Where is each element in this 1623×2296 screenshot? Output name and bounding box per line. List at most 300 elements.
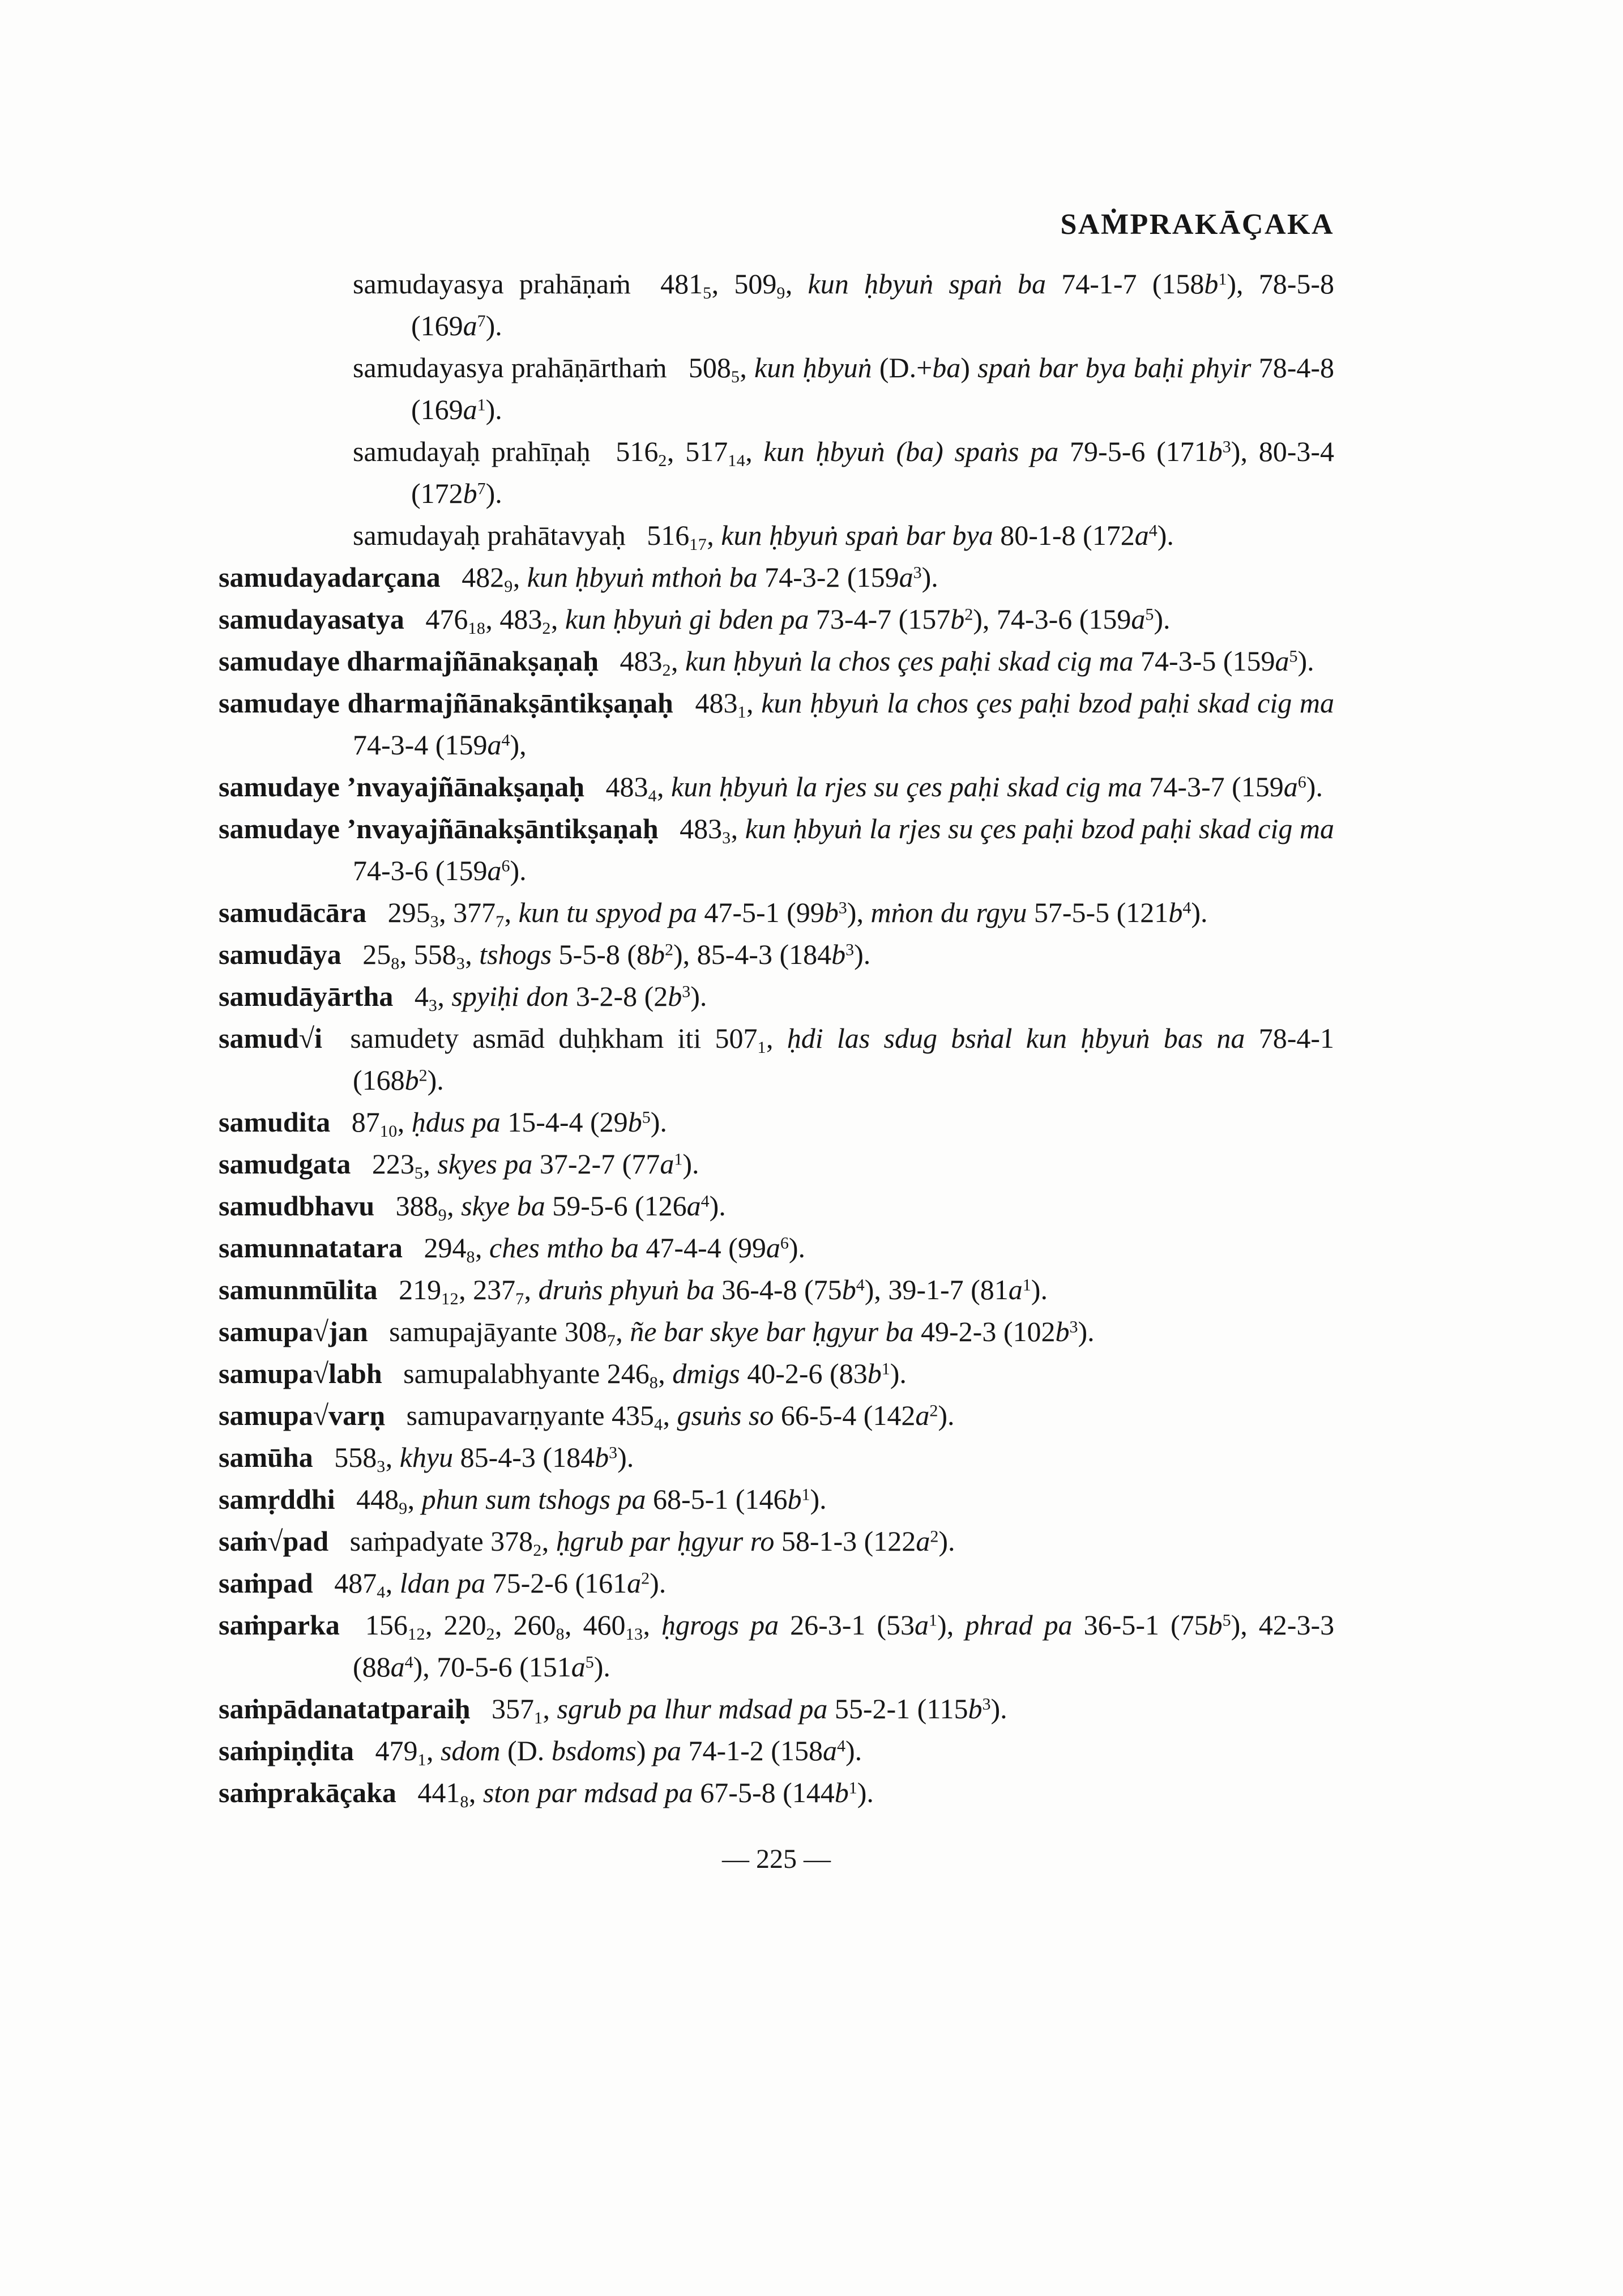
entry-headword: samudbhavu bbox=[219, 1190, 375, 1222]
entry-text: 483 bbox=[658, 813, 723, 844]
entry-text: , bbox=[616, 1316, 630, 1347]
occurrence-subscript: 7 bbox=[515, 1290, 524, 1308]
entry-text: saṁpadyate 378 bbox=[328, 1525, 533, 1557]
tibetan-text: phrad pa bbox=[965, 1609, 1073, 1641]
index-subentry bbox=[219, 263, 1334, 347]
occurrence-subscript: 2 bbox=[658, 451, 667, 470]
tibetan-text: ñe bar skye bar ḥgyur ba bbox=[630, 1316, 914, 1347]
folio-superscript: 5 bbox=[642, 1108, 651, 1127]
index-entry bbox=[219, 1101, 1334, 1143]
tibetan-text: b bbox=[1168, 897, 1183, 928]
index-entry bbox=[219, 1520, 1334, 1562]
folio-superscript: 2 bbox=[930, 1527, 939, 1546]
entry-text: 441 bbox=[396, 1777, 460, 1808]
tibetan-text: ḥdi las sdug bsṅal kun ḥbyuṅ bas na bbox=[787, 1022, 1245, 1054]
index-entry bbox=[219, 1185, 1334, 1227]
entry-text: , 517 bbox=[667, 436, 728, 467]
tibetan-text: a bbox=[916, 1525, 930, 1557]
entry-text: 74-3-5 (159 bbox=[1133, 645, 1275, 677]
entry-text: , bbox=[468, 1777, 483, 1808]
tibetan-text: kun ḥbyuṅ la rjes su çes paḥi skad cig ma bbox=[671, 771, 1142, 803]
entry-text: , bbox=[657, 771, 672, 803]
entry-text: , bbox=[423, 1148, 438, 1180]
entry-text: , bbox=[524, 1274, 539, 1305]
index-entry bbox=[219, 1730, 1334, 1772]
tibetan-text: b bbox=[1055, 1316, 1070, 1347]
entry-text: ), 39-1-7 (81 bbox=[864, 1274, 1009, 1305]
index-entry bbox=[219, 1562, 1334, 1604]
occurrence-subscript: 3 bbox=[377, 1457, 386, 1476]
folio-superscript: 6 bbox=[501, 856, 510, 876]
entry-text: 57-5-5 (121 bbox=[1027, 897, 1169, 928]
entry-text: ). bbox=[1031, 1274, 1048, 1305]
tibetan-text: a bbox=[915, 1609, 929, 1641]
index-entry bbox=[219, 1352, 1334, 1394]
entry-text: 73-4-7 (157 bbox=[809, 603, 951, 635]
entry-text: 74-1-7 (158 bbox=[1046, 268, 1205, 300]
entry-headword: samud√i bbox=[219, 1022, 323, 1054]
tibetan-text: b bbox=[831, 938, 846, 970]
entry-text: 482 bbox=[440, 561, 505, 593]
folio-superscript: 5 bbox=[585, 1653, 594, 1672]
entry-text: 25 bbox=[341, 938, 391, 970]
index-subentry bbox=[219, 347, 1334, 430]
entry-text: , bbox=[407, 1483, 422, 1515]
tibetan-text: b bbox=[651, 938, 665, 970]
text-block bbox=[219, 204, 1334, 1880]
entry-text: ). bbox=[650, 1106, 667, 1138]
entry-text: 483 bbox=[599, 645, 663, 677]
entry-text: 36-5-1 (75 bbox=[1072, 1609, 1208, 1641]
folio-superscript: 5 bbox=[1222, 1611, 1231, 1630]
index-entry bbox=[219, 556, 1334, 598]
occurrence-subscript: 9 bbox=[399, 1499, 408, 1518]
folio-superscript: 1 bbox=[1218, 270, 1227, 289]
tibetan-text: b bbox=[668, 980, 682, 1012]
tibetan-text: kun ḥbyuṅ la chos çes paḥi skad cig ma bbox=[685, 645, 1134, 677]
entry-text: ). bbox=[617, 1441, 634, 1473]
occurrence-subscript: 5 bbox=[414, 1164, 424, 1183]
entry-text: 558 bbox=[313, 1441, 377, 1473]
folio-superscript: 6 bbox=[1297, 773, 1306, 792]
tibetan-text: b bbox=[1208, 1609, 1223, 1641]
entry-headword: samudāyārtha bbox=[219, 980, 394, 1012]
tibetan-text: spyiḥi don bbox=[451, 980, 569, 1012]
tibetan-text: gsuṅs so bbox=[677, 1399, 774, 1431]
folio-superscript: 2 bbox=[964, 605, 973, 624]
entry-text: ). bbox=[990, 1693, 1007, 1725]
entry-text: 37-2-7 (77 bbox=[532, 1148, 660, 1180]
index-entry bbox=[219, 1311, 1334, 1352]
entry-text: ). bbox=[485, 394, 502, 425]
entry-text: 79-5-6 (171 bbox=[1058, 436, 1208, 467]
entry-text: samupavarṇyante 435 bbox=[385, 1399, 655, 1431]
entry-text: ). bbox=[709, 1190, 726, 1222]
tibetan-text: a bbox=[1275, 645, 1289, 677]
tibetan-text: pa bbox=[653, 1735, 681, 1766]
tibetan-text: a bbox=[463, 394, 477, 425]
entry-text: , bbox=[643, 1609, 661, 1641]
entry-text: , bbox=[740, 352, 755, 383]
entry-text: ), 74-3-6 (159 bbox=[973, 603, 1131, 635]
entry-text: , bbox=[671, 645, 686, 677]
tibetan-text: b bbox=[463, 477, 477, 509]
entry-text: samupalabhyante 246 bbox=[382, 1358, 650, 1389]
entry-text: 295 bbox=[366, 897, 430, 928]
entry-text: ), 70-5-6 (151 bbox=[413, 1651, 571, 1683]
index-entry bbox=[219, 1772, 1334, 1813]
entry-text: ). bbox=[1078, 1316, 1095, 1347]
tibetan-text: b bbox=[627, 1106, 642, 1138]
folio-superscript: 3 bbox=[845, 940, 855, 959]
entry-text: samudayaḥ prahīṇaḥ 516 bbox=[353, 436, 659, 467]
folio-superscript: 2 bbox=[665, 940, 673, 959]
entry-text: ). bbox=[485, 477, 502, 509]
folio-superscript: 3 bbox=[1069, 1317, 1078, 1337]
tibetan-text: ḥgrub par ḥgyur ro bbox=[556, 1525, 775, 1557]
tibetan-text: kun ḥbyuṅ la rjes su çes paḥi bzod paḥi skad cig ma bbox=[745, 813, 1334, 844]
tibetan-text: a bbox=[1283, 771, 1298, 803]
occurrence-subscript: 1 bbox=[757, 1038, 766, 1057]
entry-text: , bbox=[437, 980, 452, 1012]
entry-headword: samudaye dharmajñānakṣaṇaḥ bbox=[219, 645, 599, 677]
tibetan-text: phun sum tshogs pa bbox=[421, 1483, 646, 1515]
entry-text: , bbox=[746, 687, 762, 719]
index-entry bbox=[219, 1227, 1334, 1269]
entry-text: 26-3-1 (53 bbox=[779, 1609, 915, 1641]
tibetan-text: kun tu spyod pa bbox=[518, 897, 697, 928]
index-entry bbox=[219, 1604, 1334, 1688]
entry-headword: samudācāra bbox=[219, 897, 367, 928]
entry-headword: samupa√jan bbox=[219, 1316, 368, 1347]
occurrence-subscript: 10 bbox=[379, 1122, 398, 1141]
folio-superscript: 1 bbox=[477, 395, 486, 415]
entry-text: ). bbox=[845, 1735, 862, 1766]
tibetan-text: a bbox=[660, 1148, 674, 1180]
folio-superscript: 3 bbox=[982, 1695, 991, 1714]
entry-text: ). bbox=[650, 1567, 667, 1599]
occurrence-subscript: 17 bbox=[689, 535, 707, 554]
index-entry bbox=[219, 1143, 1334, 1185]
occurrence-subscript: 1 bbox=[417, 1751, 426, 1769]
entry-text: ). bbox=[890, 1358, 907, 1389]
tibetan-text: b bbox=[404, 1064, 419, 1096]
entry-text: , bbox=[663, 1399, 677, 1431]
occurrence-subscript: 13 bbox=[625, 1625, 643, 1644]
entry-text: ), 78-5-8 (169 bbox=[411, 268, 1335, 342]
entry-text: samudayasya prahāṇaṁ 481 bbox=[353, 268, 703, 300]
folio-superscript: 4 bbox=[1148, 521, 1158, 540]
occurrence-subscript: 1 bbox=[534, 1709, 543, 1727]
entry-text: 357 bbox=[470, 1693, 535, 1725]
entry-text: 74-1-2 (158 bbox=[681, 1735, 823, 1766]
tibetan-text: a bbox=[487, 729, 502, 761]
occurrence-subscript: 3 bbox=[722, 829, 731, 847]
folio-superscript: 1 bbox=[881, 1359, 890, 1379]
occurrence-subscript: 12 bbox=[441, 1290, 459, 1308]
occurrence-subscript: 7 bbox=[607, 1331, 616, 1350]
entry-text: ). bbox=[810, 1483, 827, 1515]
entry-text: , bbox=[766, 1022, 787, 1054]
tibetan-text: b bbox=[1208, 436, 1223, 467]
index-entry bbox=[219, 1394, 1334, 1436]
entry-headword: samupa√varṇ bbox=[219, 1399, 386, 1431]
entry-headword: saṁpiṇḍita bbox=[219, 1735, 354, 1766]
occurrence-subscript: 14 bbox=[728, 451, 746, 470]
entry-text: , 558 bbox=[399, 938, 456, 970]
occurrence-subscript: 9 bbox=[776, 284, 785, 302]
entry-headword: samupa√labh bbox=[219, 1358, 382, 1389]
tibetan-text: b bbox=[1204, 268, 1219, 300]
index-entry bbox=[219, 766, 1334, 808]
index-entry bbox=[219, 640, 1334, 682]
tibetan-text: kun ḥbyuṅ mthoṅ ba bbox=[527, 561, 758, 593]
folio-superscript: 7 bbox=[477, 311, 486, 331]
entry-text: 55-2-1 (115 bbox=[827, 1693, 968, 1725]
tibetan-text: a bbox=[571, 1651, 586, 1683]
entry-text: 74-3-2 (159 bbox=[757, 561, 899, 593]
entry-text: 294 bbox=[403, 1232, 467, 1264]
entry-text: 448 bbox=[335, 1483, 399, 1515]
tibetan-text: dmigs bbox=[672, 1358, 740, 1389]
tibetan-text: sgrub pa lhur mdsad pa bbox=[557, 1693, 828, 1725]
tibetan-text: b bbox=[867, 1358, 882, 1389]
tibetan-text: skye ba bbox=[461, 1190, 545, 1222]
entry-text: ), 42-3-3 (88 bbox=[353, 1609, 1335, 1683]
folio-superscript: 5 bbox=[1289, 647, 1298, 666]
tibetan-text: ldan pa bbox=[399, 1567, 486, 1599]
entry-text: 78-4-8 (169 bbox=[411, 352, 1334, 425]
entry-headword: samunmūlita bbox=[219, 1274, 378, 1305]
entry-text: 36-4-8 (75 bbox=[714, 1274, 842, 1305]
tibetan-text: ḥdus pa bbox=[411, 1106, 501, 1138]
entry-text: 87 bbox=[330, 1106, 380, 1138]
folio-superscript: 3 bbox=[609, 1443, 618, 1462]
index-entry bbox=[219, 933, 1334, 975]
occurrence-subscript: 5 bbox=[703, 284, 712, 302]
occurrence-subscript: 2 bbox=[533, 1541, 542, 1560]
entry-text: 4 bbox=[393, 980, 429, 1012]
occurrence-subscript: 2 bbox=[486, 1625, 495, 1644]
index-entry bbox=[219, 1436, 1334, 1478]
page-number: — 225 — bbox=[722, 1844, 831, 1874]
tibetan-text: kun ḥbyuṅ la chos çes paḥi bzod paḥi skad cig ma bbox=[761, 687, 1335, 719]
folio-superscript: 4 bbox=[701, 1192, 710, 1211]
occurrence-subscript: 2 bbox=[542, 619, 551, 638]
entry-text: , bbox=[385, 1441, 400, 1473]
occurrence-subscript: 3 bbox=[428, 996, 438, 1015]
entry-headword: saṁprakāçaka bbox=[219, 1777, 396, 1808]
tibetan-text: kun ḥbyuṅ bbox=[754, 352, 872, 383]
folio-superscript: 6 bbox=[780, 1234, 789, 1253]
tibetan-text: tshogs bbox=[479, 938, 552, 970]
folio-superscript: 4 bbox=[856, 1275, 865, 1295]
entry-text: 80-1-8 (172 bbox=[993, 519, 1135, 551]
folio-superscript: 3 bbox=[682, 982, 691, 1001]
entry-headword: saṁparka bbox=[219, 1609, 340, 1641]
index-subentry bbox=[219, 430, 1334, 514]
tibetan-text: a bbox=[899, 561, 913, 593]
entry-text: ). bbox=[510, 855, 527, 886]
tibetan-text: a bbox=[686, 1190, 701, 1222]
folio-superscript: 1 bbox=[929, 1611, 938, 1630]
entry-text: 219 bbox=[377, 1274, 442, 1305]
entry-text: 15-4-4 (29 bbox=[500, 1106, 628, 1138]
occurrence-subscript: 4 bbox=[648, 787, 657, 805]
occurrence-subscript: 3 bbox=[456, 954, 465, 973]
entry-text: ). bbox=[1157, 519, 1174, 551]
tibetan-text: b bbox=[824, 897, 839, 928]
tibetan-text: ḥgrogs pa bbox=[661, 1609, 779, 1641]
occurrence-subscript: 9 bbox=[504, 577, 513, 596]
occurrence-subscript: 7 bbox=[496, 912, 505, 931]
entry-text: ). bbox=[682, 1148, 699, 1180]
entry-text: 58-1-3 (122 bbox=[774, 1525, 916, 1557]
entry-text: , bbox=[550, 603, 565, 635]
folio-superscript: 4 bbox=[1182, 898, 1191, 917]
tibetan-text: a bbox=[487, 855, 502, 886]
entry-text: , 220 bbox=[425, 1609, 486, 1641]
entry-text: 47-5-1 (99 bbox=[697, 897, 825, 928]
entry-text: , bbox=[658, 1358, 673, 1389]
entry-headword: samudita bbox=[219, 1106, 331, 1138]
tibetan-text: a bbox=[390, 1651, 405, 1683]
entry-text: samudayasya prahāṇārthaṁ 508 bbox=[353, 352, 731, 383]
index-entry bbox=[219, 808, 1334, 891]
tibetan-text: bsdoms bbox=[551, 1735, 637, 1766]
folio-superscript: 3 bbox=[1222, 437, 1231, 456]
entry-text: samupajāyante 308 bbox=[368, 1316, 607, 1347]
tibetan-text: kun ḥbyuṅ spaṅ ba bbox=[808, 268, 1047, 300]
entry-text: 74-3-4 (159 bbox=[353, 729, 488, 761]
entry-text: ). bbox=[854, 938, 871, 970]
entry-text: ). bbox=[485, 310, 502, 342]
entry-headword: samunnatatara bbox=[219, 1232, 403, 1264]
index-entry bbox=[219, 1017, 1334, 1101]
folio-superscript: 1 bbox=[848, 1778, 857, 1798]
occurrence-subscript: 8 bbox=[460, 1793, 469, 1811]
entry-headword: samudaye ’nvayajñānakṣaṇaḥ bbox=[219, 771, 585, 803]
occurrence-subscript: 8 bbox=[391, 954, 400, 973]
index-entry bbox=[219, 1478, 1334, 1520]
entry-text: ), 85-4-3 (184 bbox=[673, 938, 832, 970]
entry-text: , bbox=[707, 519, 721, 551]
tibetan-text: khyu bbox=[399, 1441, 454, 1473]
occurrence-subscript: 8 bbox=[466, 1248, 476, 1266]
occurrence-subscript: 4 bbox=[377, 1583, 386, 1602]
entry-text: 66-5-4 (142 bbox=[774, 1399, 916, 1431]
entry-text: 78-4-1 (168 bbox=[353, 1022, 1334, 1096]
entry-text: , bbox=[541, 1525, 556, 1557]
entry-text: 388 bbox=[374, 1190, 438, 1222]
entry-text: ). bbox=[938, 1525, 955, 1557]
entry-headword: samudaye ’nvayajñānakṣāntikṣaṇaḥ bbox=[219, 813, 659, 844]
entry-text: , bbox=[447, 1190, 462, 1222]
tibetan-text: b bbox=[950, 603, 965, 635]
entry-text: 483 bbox=[673, 687, 738, 719]
entry-text: 74-3-7 (159 bbox=[1142, 771, 1284, 803]
tibetan-text: a bbox=[1008, 1274, 1023, 1305]
entry-text: 74-3-6 (159 bbox=[353, 855, 488, 886]
entry-headword: samudāya bbox=[219, 938, 341, 970]
tibetan-text: a bbox=[1131, 603, 1146, 635]
entry-text: 156 bbox=[339, 1609, 408, 1641]
entry-text: ), bbox=[847, 897, 871, 928]
entry-text: ), bbox=[510, 729, 527, 761]
entry-text: 59-5-6 (126 bbox=[545, 1190, 687, 1222]
tibetan-text: mṅon du rgyu bbox=[870, 897, 1027, 928]
tibetan-text: ba bbox=[932, 352, 961, 383]
entry-text: ) bbox=[960, 352, 978, 383]
entry-text: , 509 bbox=[711, 268, 777, 300]
entry-text: 75-2-6 (161 bbox=[485, 1567, 627, 1599]
entry-text: , 237 bbox=[459, 1274, 516, 1305]
occurrence-subscript: 12 bbox=[407, 1625, 425, 1644]
folio-superscript: 3 bbox=[838, 898, 847, 917]
entry-text: ). bbox=[1306, 771, 1323, 803]
entry-text: 223 bbox=[351, 1148, 415, 1180]
tibetan-text: a bbox=[915, 1399, 930, 1431]
entry-headword: saṁpad bbox=[219, 1567, 313, 1599]
entry-text: , 260 bbox=[494, 1609, 556, 1641]
tibetan-text: b bbox=[787, 1483, 802, 1515]
entry-text: ) bbox=[636, 1735, 653, 1766]
occurrence-subscript: 5 bbox=[731, 368, 740, 386]
occurrence-subscript: 18 bbox=[468, 619, 486, 638]
entry-text: ). bbox=[427, 1064, 444, 1096]
entry-text: , bbox=[397, 1106, 412, 1138]
entry-headword: samudgata bbox=[219, 1148, 351, 1180]
tibetan-text: b bbox=[595, 1441, 609, 1473]
folio-superscript: 3 bbox=[913, 563, 922, 582]
entry-text: ). bbox=[1154, 603, 1171, 635]
tibetan-text: a bbox=[822, 1735, 837, 1766]
entry-text: 5-5-8 (8 bbox=[552, 938, 651, 970]
entry-text: , 460 bbox=[564, 1609, 626, 1641]
entry-text: ). bbox=[593, 1651, 610, 1683]
entry-text: 47-4-4 (99 bbox=[638, 1232, 766, 1264]
running-header: SAṀPRAKĀÇAKA bbox=[1060, 208, 1334, 241]
entry-text: ). bbox=[788, 1232, 805, 1264]
tibetan-text: kun ḥbyuṅ spaṅ bar bya bbox=[721, 519, 993, 551]
folio-superscript: 1 bbox=[674, 1150, 683, 1169]
tibetan-text: ches mtho ba bbox=[489, 1232, 639, 1264]
entry-text: samudayaḥ prahātavyaḥ 516 bbox=[353, 519, 690, 551]
index-entry bbox=[219, 975, 1334, 1017]
entry-headword: samṛddhi bbox=[219, 1483, 335, 1515]
tibetan-text: ston par mdsad pa bbox=[482, 1777, 693, 1808]
tibetan-text: sdom bbox=[440, 1735, 501, 1766]
entry-text: , bbox=[731, 813, 745, 844]
entry-text: 476 bbox=[404, 603, 468, 635]
folio-superscript: 2 bbox=[418, 1066, 428, 1085]
occurrence-subscript: 4 bbox=[654, 1415, 663, 1434]
entry-text: 68-5-1 (146 bbox=[646, 1483, 788, 1515]
entry-text: 479 bbox=[353, 1735, 418, 1766]
folio-superscript: 5 bbox=[1145, 605, 1154, 624]
entry-text: , bbox=[385, 1567, 400, 1599]
entry-text: , bbox=[785, 268, 808, 300]
entry-headword: saṁpādanatatparaiḥ bbox=[219, 1693, 471, 1725]
entry-headword: samudaye dharmajñānakṣāntikṣaṇaḥ bbox=[219, 687, 673, 719]
entry-text: 3-2-8 (2 bbox=[569, 980, 668, 1012]
tibetan-text: a bbox=[1134, 519, 1149, 551]
entry-text: ). bbox=[1297, 645, 1314, 677]
tibetan-text: skyes pa bbox=[437, 1148, 533, 1180]
tibetan-text: kun ḥbyuṅ gi bden pa bbox=[565, 603, 809, 635]
entry-text: ). bbox=[857, 1777, 874, 1808]
folio-superscript: 1 bbox=[801, 1485, 810, 1504]
